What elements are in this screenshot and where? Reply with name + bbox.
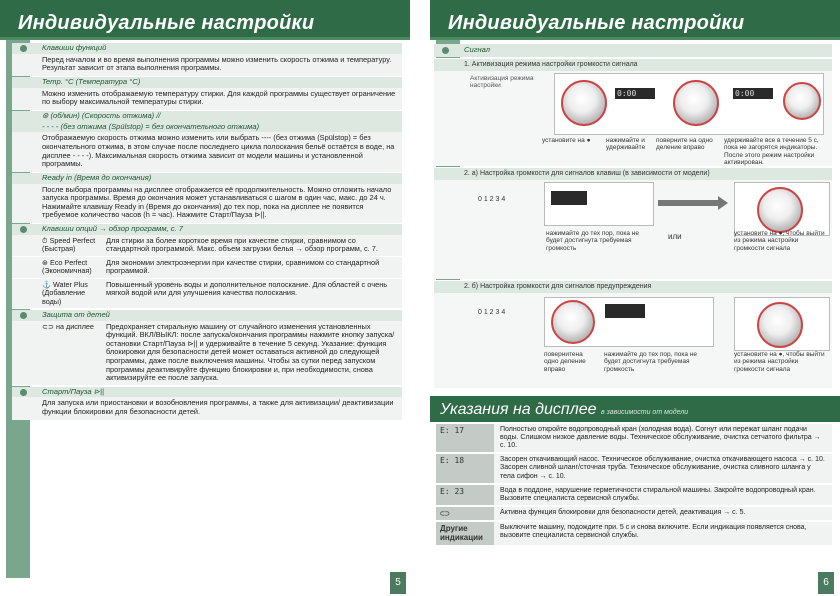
page-number: 6 bbox=[818, 572, 834, 594]
control-panel bbox=[734, 297, 830, 351]
control-panel bbox=[544, 297, 714, 347]
table-row: ⊂⊃ Активна функция блокировки для безопасности детей, деактивация → с. 5. bbox=[436, 507, 832, 522]
step-2b: 2. б) Настройка громкости для сигналов предупреждения 0 1 2 3 4 повернитена одно деление вправо нажимайте до тех пор, пока не будет достигнута требуемая громкость установите на ●, чтобы выйти из режима настройки громкости сигнала bbox=[434, 280, 832, 388]
program-dial bbox=[757, 302, 803, 348]
section-start-pause: Старт/Пауза ⊳|| Для запуска или приостановки и возобновления программы, а также для активизации/ деактивизации функции блокировки для безопасности детей. bbox=[12, 387, 402, 420]
table-row: E: 23 Вода в поддоне, нарушение герметичности стиральной машины. Закройте водопроводный кран. Вызовите специалиста сервисной службы. bbox=[436, 485, 832, 507]
section-spin-speed: ⊛ (об/мин) (Скорость отжима) // - - - - (без отжима (Spülstop) = без окончательного отжима) Отображаемую скорость отжима можно изменить или выбрать ---- (без отжима (Spülstop) = без окончательного отжима, в этом случае после последнего цикла полоскания бельё остаётся в воде, на дисплее - - - -). Максимальная скорость отжима зависит от модели машины и установленной программы. bbox=[12, 111, 402, 172]
section-function-keys: Клавиши функций Перед началом и во время выполнения программы можно изменить скорость отжима и температуру. Результат зависит от этапа выполнения программы. bbox=[12, 43, 402, 76]
table-row: E: 17 Полностью откройте водопроводный кран (холодная вода). Согнут или пережат шланг подачи воды. Слишком низкое давление воды. Техническое обслуживание, очистка сетчатого фильтра → с. 10. bbox=[436, 424, 832, 454]
right-page bbox=[430, 0, 840, 596]
bullet-icon bbox=[20, 389, 27, 396]
bullet-icon bbox=[20, 45, 27, 52]
program-dial bbox=[673, 80, 719, 126]
program-dial bbox=[551, 300, 595, 344]
program-dial bbox=[561, 80, 607, 126]
table-row: Другие индикации Выключите машину, подождите при. 5 с и снова включите. Если индикация появляется снова, вызовите специалиста сервисной службы. bbox=[436, 522, 832, 547]
page-number: 5 bbox=[390, 572, 406, 594]
control-panel bbox=[734, 182, 830, 236]
section-temperature: Temp. °C (Температура °C) Можно изменить отображаемую температуру стирки. Для каждой программы существует ограничение по выбору максимальной температуры стирки. bbox=[12, 77, 402, 110]
arrow bbox=[658, 200, 718, 206]
display bbox=[605, 304, 645, 318]
control-panel bbox=[554, 73, 824, 135]
page-title: Индивидуальные настройки bbox=[0, 0, 410, 40]
left-page bbox=[0, 0, 410, 596]
section-signal: Сигнал bbox=[434, 44, 832, 57]
section-option-keys: Клавиши опций → обзор программ, с. 7 ⏱ Speed Perfect (Быстрая) Для стирки за более короткое время при качестве стирки, сравнимом со стандартной программой. Макс. объем загрузки белья → обзор программ, с. 7. ⊛ Eco Perfect (Экономичная) Для экономии электроэнергии при качестве стирки, сравнимом со стандартной программой. ⚓ Water Plus (Добавление воды) Повышенный уровень воды и дополнительное полоскание. Для областей с очень мягкой водой или для улучшения качества полоскания. bbox=[12, 224, 402, 309]
bullet-icon bbox=[20, 226, 27, 233]
display: 0:00 bbox=[733, 88, 773, 99]
program-dial bbox=[783, 82, 821, 120]
display-hints-table bbox=[436, 424, 832, 547]
control-panel bbox=[544, 182, 654, 226]
display-hints-header: Указания на дисплее в зависимости от модели bbox=[430, 396, 840, 422]
table-row: E: 18 Засорен откачивающий насос. Техническое обслуживание, очистка откачивающего насоса → с. 10. Засорен сливной шланг/сточная труба. Техническое обслуживание, очистка сливного шланга у тела сифон → с. 10. bbox=[436, 454, 832, 484]
display bbox=[551, 191, 587, 205]
section-ready-in: Ready in (Время до окончания) После выбора программы на дисплее отображается её продолжительность. Можно отложить начало запуска программы. Время до окончания может устанавливаться с шагом в один час, макс. до 24 ч. Нажимайте клавишу Ready in (Время до окончания) до тех пор, пока на дисплее не появится требуемое количество часов (h = час). Нажмите Старт/Пауза ⊳||. bbox=[12, 173, 402, 223]
bullet-icon bbox=[20, 312, 27, 319]
step-1: 1. Активизация режима настройки громкости сигнала Активизация режима настройки 0:00 0:00 установите на ● нажимайте и удерживайте поверните на одно деление вправо удерживайте все в течение 5 с, пока не загорятся индикаторы. После этого режим настройки активирован. bbox=[434, 58, 832, 166]
bullet-icon bbox=[442, 47, 449, 54]
step-2a: 2. а) Настройка громкости для сигналов клавиш (в зависимости от модели) 0 1 2 3 4 нажимайте до тех пор, пока не будет достигнута требуемая громкость или установите на ●, чтобы выйти из режима настройки громкости сигнала bbox=[434, 167, 832, 279]
display: 0:00 bbox=[615, 88, 655, 99]
page-title: Индивидуальные настройки bbox=[430, 0, 840, 40]
arrow-head bbox=[718, 196, 728, 210]
section-child-lock: Защита от детей ⊂⊃ на дисплее Предохраняет стиральную машину от случайного изменения установленных функций. ВКЛ/ВЫКЛ: после запуска/окончания программы нажмите кнопку запуска/остановки Старт/Пауза ⊳|| и удерживайте в течение 5 секунд. Указание: функция блокировки для безопасности детей может оставаться активной до следующей программы, даже после выключения машины. Чтобы за сутки перед запуском программы деактивируйте функцию блокировки и, при необходимости, снова активизируйте ее после запуска. bbox=[12, 310, 402, 386]
program-dial bbox=[757, 187, 803, 233]
